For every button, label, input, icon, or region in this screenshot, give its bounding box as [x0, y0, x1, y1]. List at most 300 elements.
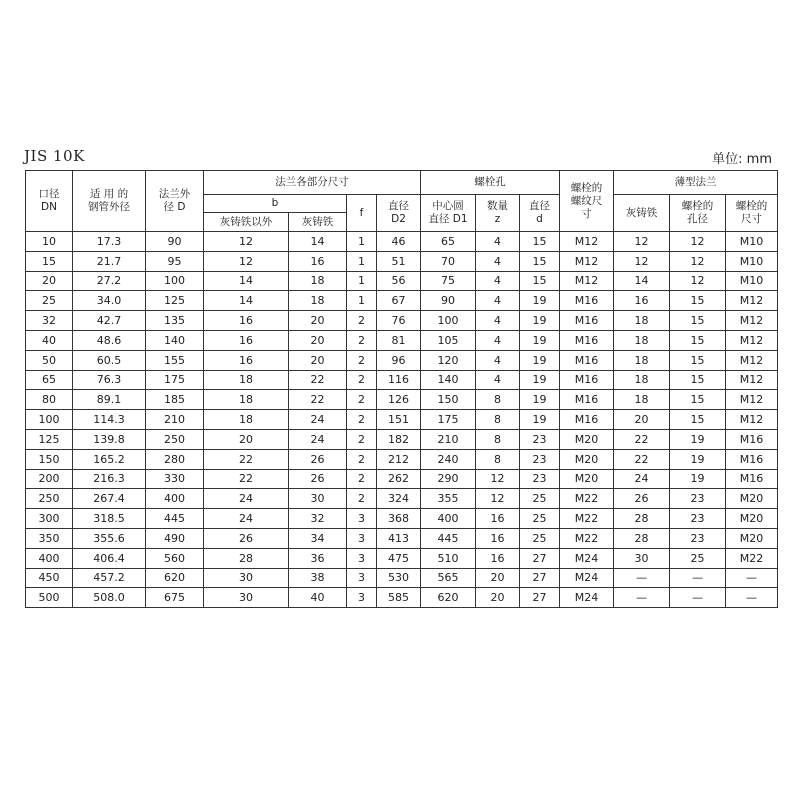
- table-cell: 151: [377, 410, 421, 430]
- header-b: b: [204, 195, 347, 213]
- flange-spec-table: [25, 170, 778, 608]
- table-cell: 2: [347, 370, 377, 390]
- header-z: 数量 z: [476, 195, 520, 232]
- table-cell: M22: [726, 548, 778, 568]
- table-cell: 70: [421, 251, 476, 271]
- table-cell: 125: [146, 291, 204, 311]
- table-cell: 565: [421, 568, 476, 588]
- table-cell: 457.2: [73, 568, 146, 588]
- table-cell: 2: [347, 350, 377, 370]
- table-cell: M16: [560, 370, 614, 390]
- table-cell: M16: [560, 410, 614, 430]
- table-cell: 15: [670, 370, 726, 390]
- table-row: [26, 350, 778, 370]
- table-cell: 20: [476, 568, 520, 588]
- table-cell: 4: [476, 251, 520, 271]
- table-cell: 18: [204, 410, 289, 430]
- table-cell: 20: [614, 410, 670, 430]
- table-cell: 3: [347, 528, 377, 548]
- table-cell: 18: [289, 291, 347, 311]
- table-cell: 16: [476, 509, 520, 529]
- table-cell: M20: [560, 469, 614, 489]
- table-cell: 25: [520, 509, 560, 529]
- table-cell: 76.3: [73, 370, 146, 390]
- table-cell: 445: [146, 509, 204, 529]
- table-cell: M12: [726, 350, 778, 370]
- header-flange-parts: 法兰各部分尺寸: [204, 171, 421, 195]
- table-cell: 14: [204, 271, 289, 291]
- table-cell: 48.6: [73, 330, 146, 350]
- table-cell: M22: [560, 509, 614, 529]
- table-cell: 15: [670, 390, 726, 410]
- table-cell: 12: [614, 232, 670, 252]
- header-flange-od: 法兰外 径 D: [146, 171, 204, 232]
- table-cell: 19: [520, 370, 560, 390]
- table-cell: M16: [726, 429, 778, 449]
- table-cell: 2: [347, 410, 377, 430]
- table-cell: 400: [26, 548, 73, 568]
- table-cell: 76: [377, 311, 421, 331]
- table-cell: M10: [726, 271, 778, 291]
- table-cell: —: [670, 568, 726, 588]
- table-cell: 165.2: [73, 449, 146, 469]
- table-cell: M16: [726, 469, 778, 489]
- table-cell: 175: [421, 410, 476, 430]
- table-cell: 80: [26, 390, 73, 410]
- table-cell: 530: [377, 568, 421, 588]
- table-cell: 12: [670, 271, 726, 291]
- table-cell: 12: [614, 251, 670, 271]
- table-cell: 51: [377, 251, 421, 271]
- table-cell: 3: [347, 568, 377, 588]
- table-cell: 182: [377, 429, 421, 449]
- table-cell: M22: [560, 528, 614, 548]
- table-cell: M16: [560, 311, 614, 331]
- table-cell: 2: [347, 330, 377, 350]
- header-b-other: 灰铸铁以外: [204, 213, 289, 232]
- table-cell: 42.7: [73, 311, 146, 331]
- table-cell: 18: [204, 390, 289, 410]
- table-cell: 2: [347, 489, 377, 509]
- table-row: [26, 568, 778, 588]
- table-cell: 330: [146, 469, 204, 489]
- table-cell: 20: [204, 429, 289, 449]
- table-cell: 2: [347, 429, 377, 449]
- table-cell: 16: [476, 548, 520, 568]
- table-cell: 34: [289, 528, 347, 548]
- table-cell: 100: [421, 311, 476, 331]
- table-cell: 27: [520, 548, 560, 568]
- table-cell: M12: [726, 311, 778, 331]
- table-cell: 508.0: [73, 588, 146, 608]
- table-cell: 15: [520, 271, 560, 291]
- table-cell: 4: [476, 271, 520, 291]
- table-cell: 15: [670, 410, 726, 430]
- header-bolt-hole: 螺栓孔: [421, 171, 560, 195]
- header-pipe-od: 适 用 的 钢管外径: [73, 171, 146, 232]
- table-cell: 116: [377, 370, 421, 390]
- table-cell: 26: [204, 528, 289, 548]
- table-cell: 19: [670, 469, 726, 489]
- table-cell: 19: [520, 410, 560, 430]
- table-cell: 18: [614, 390, 670, 410]
- table-cell: 1: [347, 251, 377, 271]
- table-cell: 400: [146, 489, 204, 509]
- table-cell: 1: [347, 291, 377, 311]
- table-cell: 15: [26, 251, 73, 271]
- table-cell: M12: [726, 291, 778, 311]
- table-cell: 19: [520, 390, 560, 410]
- header-thin-bolt: 螺栓的 尺寸: [726, 195, 778, 232]
- header-b-cast-iron: 灰铸铁: [289, 213, 347, 232]
- table-cell: 89.1: [73, 390, 146, 410]
- table-cell: 19: [520, 311, 560, 331]
- table-cell: 318.5: [73, 509, 146, 529]
- table-cell: 17.3: [73, 232, 146, 252]
- table-cell: 4: [476, 330, 520, 350]
- header-thin-flange: 薄型法兰: [614, 171, 778, 195]
- table-cell: M12: [726, 410, 778, 430]
- table-cell: 32: [289, 509, 347, 529]
- table-cell: 67: [377, 291, 421, 311]
- table-cell: M12: [726, 390, 778, 410]
- table-row: [26, 469, 778, 489]
- table-cell: 262: [377, 469, 421, 489]
- table-cell: 400: [421, 509, 476, 529]
- table-cell: —: [726, 588, 778, 608]
- table-cell: M12: [726, 370, 778, 390]
- header-d2: 直径 D2: [377, 195, 421, 232]
- table-cell: 2: [347, 390, 377, 410]
- table-cell: M24: [560, 588, 614, 608]
- table-cell: M24: [560, 568, 614, 588]
- table-cell: 114.3: [73, 410, 146, 430]
- table-cell: 14: [204, 291, 289, 311]
- table-cell: M16: [560, 350, 614, 370]
- header-f: f: [347, 195, 377, 232]
- table-cell: 14: [289, 232, 347, 252]
- table-cell: M16: [560, 330, 614, 350]
- table-cell: 510: [421, 548, 476, 568]
- table-row: [26, 528, 778, 548]
- table-cell: 22: [204, 469, 289, 489]
- table-cell: 10: [26, 232, 73, 252]
- table-title: JIS 10K: [24, 147, 85, 165]
- table-cell: 15: [670, 350, 726, 370]
- table-cell: 26: [614, 489, 670, 509]
- table-cell: 28: [614, 509, 670, 529]
- header-thin-hole: 螺栓的 孔径: [670, 195, 726, 232]
- table-cell: 18: [614, 330, 670, 350]
- table-cell: 19: [670, 449, 726, 469]
- table-cell: 1: [347, 232, 377, 252]
- table-cell: 30: [204, 568, 289, 588]
- table-cell: 16: [289, 251, 347, 271]
- table-cell: 26: [289, 469, 347, 489]
- table-cell: 18: [614, 311, 670, 331]
- table-cell: 18: [204, 370, 289, 390]
- table-cell: 19: [520, 350, 560, 370]
- table-cell: 28: [204, 548, 289, 568]
- table-cell: M20: [726, 528, 778, 548]
- table-cell: M16: [560, 291, 614, 311]
- table-cell: 12: [204, 251, 289, 271]
- table-cell: 560: [146, 548, 204, 568]
- table-cell: 65: [26, 370, 73, 390]
- table-cell: 155: [146, 350, 204, 370]
- table-cell: 30: [614, 548, 670, 568]
- table-cell: 24: [204, 489, 289, 509]
- table-cell: 22: [614, 449, 670, 469]
- table-cell: 16: [614, 291, 670, 311]
- table-row: [26, 429, 778, 449]
- table-cell: 300: [26, 509, 73, 529]
- table-cell: 23: [520, 469, 560, 489]
- table-cell: 20: [289, 330, 347, 350]
- table-row: [26, 489, 778, 509]
- table-cell: 24: [204, 509, 289, 529]
- table-cell: 40: [26, 330, 73, 350]
- table-cell: 90: [146, 232, 204, 252]
- table-cell: M10: [726, 232, 778, 252]
- table-row: [26, 311, 778, 331]
- table-cell: 280: [146, 449, 204, 469]
- table-cell: 19: [520, 291, 560, 311]
- table-cell: 100: [26, 410, 73, 430]
- table-cell: 81: [377, 330, 421, 350]
- table-cell: M20: [726, 509, 778, 529]
- table-cell: 139.8: [73, 429, 146, 449]
- table-cell: 445: [421, 528, 476, 548]
- table-cell: 12: [204, 232, 289, 252]
- table-cell: 26: [289, 449, 347, 469]
- table-cell: 18: [614, 370, 670, 390]
- table-cell: 25: [670, 548, 726, 568]
- table-cell: 15: [670, 330, 726, 350]
- table-cell: 25: [26, 291, 73, 311]
- table-cell: 21.7: [73, 251, 146, 271]
- table-cell: 250: [146, 429, 204, 449]
- table-cell: 450: [26, 568, 73, 588]
- table-cell: 290: [421, 469, 476, 489]
- table-cell: M16: [726, 449, 778, 469]
- table-cell: 216.3: [73, 469, 146, 489]
- table-cell: 413: [377, 528, 421, 548]
- table-cell: 620: [421, 588, 476, 608]
- table-cell: 14: [614, 271, 670, 291]
- table-cell: 25: [520, 528, 560, 548]
- table-cell: 135: [146, 311, 204, 331]
- table-cell: 675: [146, 588, 204, 608]
- table-cell: 22: [204, 449, 289, 469]
- table-cell: 27.2: [73, 271, 146, 291]
- header-thin-cast-iron: 灰铸铁: [614, 195, 670, 232]
- table-row: [26, 251, 778, 271]
- table-cell: 267.4: [73, 489, 146, 509]
- table-cell: —: [670, 588, 726, 608]
- table-cell: M22: [560, 489, 614, 509]
- table-cell: 240: [421, 449, 476, 469]
- table-cell: M20: [560, 449, 614, 469]
- table-cell: 12: [670, 232, 726, 252]
- table-cell: 4: [476, 291, 520, 311]
- table-cell: 8: [476, 410, 520, 430]
- table-cell: 95: [146, 251, 204, 271]
- table-cell: 23: [670, 489, 726, 509]
- table-cell: 150: [26, 449, 73, 469]
- table-cell: 490: [146, 528, 204, 548]
- table-cell: 105: [421, 330, 476, 350]
- table-cell: 140: [421, 370, 476, 390]
- table-cell: 60.5: [73, 350, 146, 370]
- table-cell: 4: [476, 370, 520, 390]
- table-cell: 96: [377, 350, 421, 370]
- table-cell: 27: [520, 568, 560, 588]
- table-cell: 24: [289, 429, 347, 449]
- table-cell: 406.4: [73, 548, 146, 568]
- table-cell: 1: [347, 271, 377, 291]
- header-d: 直径 d: [520, 195, 560, 232]
- table-cell: 3: [347, 509, 377, 529]
- table-cell: 22: [289, 370, 347, 390]
- table-row: [26, 330, 778, 350]
- table-cell: 90: [421, 291, 476, 311]
- table-cell: 30: [289, 489, 347, 509]
- table-cell: 185: [146, 390, 204, 410]
- table-cell: 32: [26, 311, 73, 331]
- table-cell: 40: [289, 588, 347, 608]
- table-cell: 2: [347, 311, 377, 331]
- table-cell: 100: [146, 271, 204, 291]
- table-cell: 3: [347, 548, 377, 568]
- table-cell: 19: [670, 429, 726, 449]
- table-cell: 8: [476, 429, 520, 449]
- table-cell: 20: [26, 271, 73, 291]
- table-cell: 250: [26, 489, 73, 509]
- table-cell: 22: [289, 390, 347, 410]
- table-row: [26, 449, 778, 469]
- table-row: [26, 291, 778, 311]
- table-cell: M20: [560, 429, 614, 449]
- table-cell: 200: [26, 469, 73, 489]
- table-cell: 38: [289, 568, 347, 588]
- table-cell: 212: [377, 449, 421, 469]
- table-cell: 15: [670, 311, 726, 331]
- table-cell: 34.0: [73, 291, 146, 311]
- table-cell: 175: [146, 370, 204, 390]
- table-cell: 65: [421, 232, 476, 252]
- table-cell: 15: [670, 291, 726, 311]
- table-cell: 210: [421, 429, 476, 449]
- table-cell: 12: [670, 251, 726, 271]
- table-row: [26, 271, 778, 291]
- table-cell: 3: [347, 588, 377, 608]
- table-cell: 20: [289, 311, 347, 331]
- table-row: [26, 370, 778, 390]
- table-cell: 27: [520, 588, 560, 608]
- table-cell: —: [614, 568, 670, 588]
- table-cell: 12: [476, 469, 520, 489]
- table-cell: M16: [560, 390, 614, 410]
- table-cell: 50: [26, 350, 73, 370]
- table-cell: 150: [421, 390, 476, 410]
- table-cell: 20: [289, 350, 347, 370]
- table-body: [26, 232, 778, 608]
- table-cell: M12: [560, 251, 614, 271]
- table-cell: 30: [204, 588, 289, 608]
- table-cell: 4: [476, 232, 520, 252]
- table-cell: 28: [614, 528, 670, 548]
- table-cell: 8: [476, 390, 520, 410]
- table-cell: 4: [476, 311, 520, 331]
- table-cell: 120: [421, 350, 476, 370]
- table-cell: 56: [377, 271, 421, 291]
- table-cell: M12: [726, 330, 778, 350]
- table-cell: 24: [614, 469, 670, 489]
- table-cell: 23: [670, 528, 726, 548]
- table-cell: 16: [204, 330, 289, 350]
- table-cell: 140: [146, 330, 204, 350]
- table-cell: 620: [146, 568, 204, 588]
- table-cell: 500: [26, 588, 73, 608]
- table-cell: 355: [421, 489, 476, 509]
- table-cell: 475: [377, 548, 421, 568]
- table-cell: 16: [204, 311, 289, 331]
- header-d1: 中心圆 直径 D1: [421, 195, 476, 232]
- table-cell: 22: [614, 429, 670, 449]
- table-cell: 23: [670, 509, 726, 529]
- table-cell: 24: [289, 410, 347, 430]
- table-row: [26, 509, 778, 529]
- table-cell: 368: [377, 509, 421, 529]
- table-cell: 23: [520, 449, 560, 469]
- table-cell: 23: [520, 429, 560, 449]
- table-cell: M12: [560, 232, 614, 252]
- table-cell: 126: [377, 390, 421, 410]
- table-cell: 4: [476, 350, 520, 370]
- table-cell: M24: [560, 548, 614, 568]
- unit-label: 单位: mm: [712, 152, 772, 167]
- table-cell: 36: [289, 548, 347, 568]
- table-cell: 15: [520, 251, 560, 271]
- table-row: [26, 588, 778, 608]
- table-cell: 12: [476, 489, 520, 509]
- table-cell: 2: [347, 449, 377, 469]
- table-cell: 2: [347, 469, 377, 489]
- table-cell: 18: [614, 350, 670, 370]
- table-row: [26, 390, 778, 410]
- table-cell: 16: [476, 528, 520, 548]
- header-thread-size: 螺栓的 螺纹尺 寸: [560, 171, 614, 232]
- table-cell: 15: [520, 232, 560, 252]
- table-cell: M10: [726, 251, 778, 271]
- table-cell: 210: [146, 410, 204, 430]
- table-cell: —: [614, 588, 670, 608]
- table-cell: 46: [377, 232, 421, 252]
- table-cell: 8: [476, 449, 520, 469]
- table-cell: M12: [560, 271, 614, 291]
- table-cell: 16: [204, 350, 289, 370]
- table-cell: 355.6: [73, 528, 146, 548]
- table-cell: 20: [476, 588, 520, 608]
- table-cell: 75: [421, 271, 476, 291]
- table-cell: —: [726, 568, 778, 588]
- table-cell: 125: [26, 429, 73, 449]
- table-row: [26, 410, 778, 430]
- table-row: [26, 548, 778, 568]
- table-cell: 18: [289, 271, 347, 291]
- table-cell: 585: [377, 588, 421, 608]
